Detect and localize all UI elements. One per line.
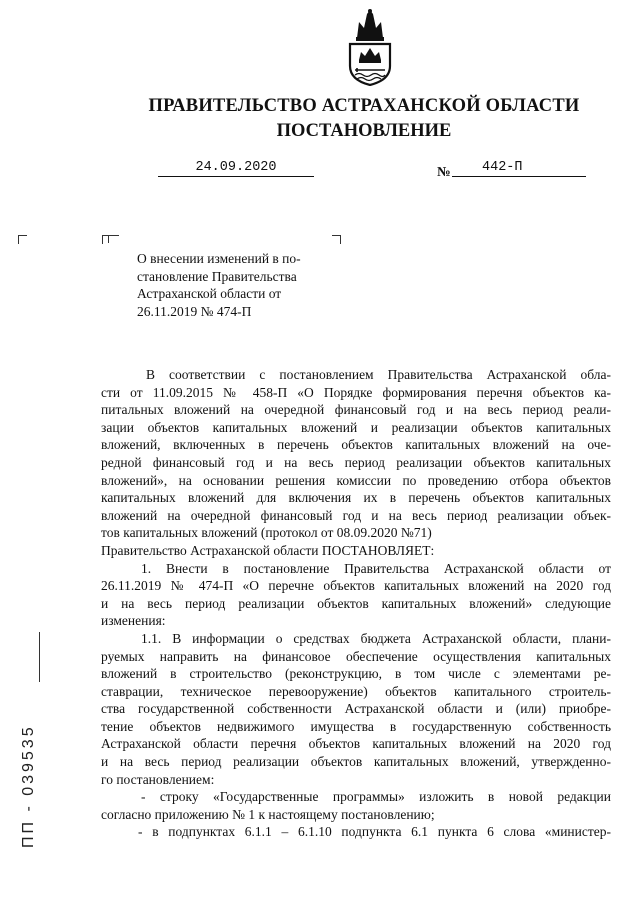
body-line: - строку «Государственные программы» изложить в новой редакции (141, 789, 611, 805)
document-date: 24.09.2020 (195, 160, 277, 175)
body-line: и на весь период реализации объектов капитальных вложений» следующие (101, 595, 611, 611)
body-line: капитальных вложений для включения их в перечень объектов капитальных (101, 490, 611, 506)
number-sign: № (437, 164, 451, 179)
body-line: Правительство Астраханской области ПОСТАНОВЛЯЕТ: (101, 542, 435, 558)
number-field (452, 160, 586, 177)
body-line: изменения: (101, 613, 166, 629)
subject-line: становление Правительства (137, 268, 297, 284)
body-line: согласно приложению № 1 к настоящему постановлению; (101, 806, 435, 822)
date-underline (158, 176, 314, 177)
astrakhan-coat-of-arms-icon (347, 8, 393, 86)
body-line: тов капитальных вложений (протокол от 08.09.2020 №71) (101, 525, 432, 541)
corner-mark-left-3 (108, 235, 115, 243)
body-line: сти от 11.09.2015 № 458-П «О Порядке формирования перечня объектов ка- (101, 384, 611, 400)
body-line: вложений в строительство (реконструкцию, в том числе с элементами ре- (101, 666, 611, 682)
subject-line: О внесении изменений в по- (137, 251, 301, 266)
subject-line: Астраханской области от (137, 286, 282, 302)
body-line: 26.11.2019 № 474-П «О перечне объектов капитальных вложений на 2020 год (101, 578, 611, 594)
body-line: питальных вложений на очередной финансовый год и на весь период реали- (101, 402, 611, 418)
subject-line: 26.11.2019 № 474-П (137, 303, 252, 319)
corner-mark-right (332, 235, 341, 244)
body-line: тение объектов недвижимого имущества в государственную собственность (101, 718, 611, 734)
date-field (158, 160, 314, 177)
number-underline (452, 176, 586, 177)
document-number: 442-П (482, 160, 523, 175)
side-serial-stamp: ПП - 039535 (20, 724, 37, 848)
body-line: В соответствии с постановлением Правительства Астраханской обла- (146, 367, 611, 382)
body-line: и на весь период реализации объектов капитальных вложений, утвержденно- (101, 754, 611, 770)
document-body (101, 366, 611, 841)
body-line: ства государственной собственности Астраханской области и (или) приобре- (101, 701, 611, 717)
government-title: ПРАВИТЕЛЬСТВО АСТРАХАНСКОЙ ОБЛАСТИ (148, 96, 580, 116)
body-line: 1.1. В информации о средствах бюджета Астраханской области, плани- (141, 630, 611, 646)
body-line: руемых направить на финансовое обеспечение осуществления капитальных (101, 648, 611, 664)
body-line: зации объектов капитальных вложений и реализации объектов капитальных (101, 419, 611, 435)
document-kind: ПОСТАНОВЛЕНИЕ (276, 121, 452, 141)
body-line: ставрации, техническое перевооружение) объектов капитального строитель- (101, 683, 611, 699)
body-line: Астраханской области перечня объектов капитальных вложений на 2020 год (101, 736, 611, 752)
margin-mark (39, 632, 40, 682)
corner-mark-left (18, 235, 27, 244)
body-line: - в подпунктах 6.1.1 – 6.1.10 подпункта 6.1 пункта 6 слова «министер- (138, 824, 611, 840)
body-line: редной финансовый год и на весь период реализации объектов капитальных (101, 454, 611, 470)
body-line: вложений», на основании решения комиссии по проведению отбора объектов (101, 472, 611, 488)
body-line: вложений на очередной финансовый год и на весь период реализации объек- (101, 507, 611, 523)
body-line: го постановлением: (101, 771, 215, 787)
body-line: вложений, включенных в перечень объектов капитальных вложений на оче- (101, 437, 611, 453)
document-subject (137, 250, 317, 320)
body-line: 1. Внести в постановление Правительства Астраханской области от (141, 560, 611, 576)
